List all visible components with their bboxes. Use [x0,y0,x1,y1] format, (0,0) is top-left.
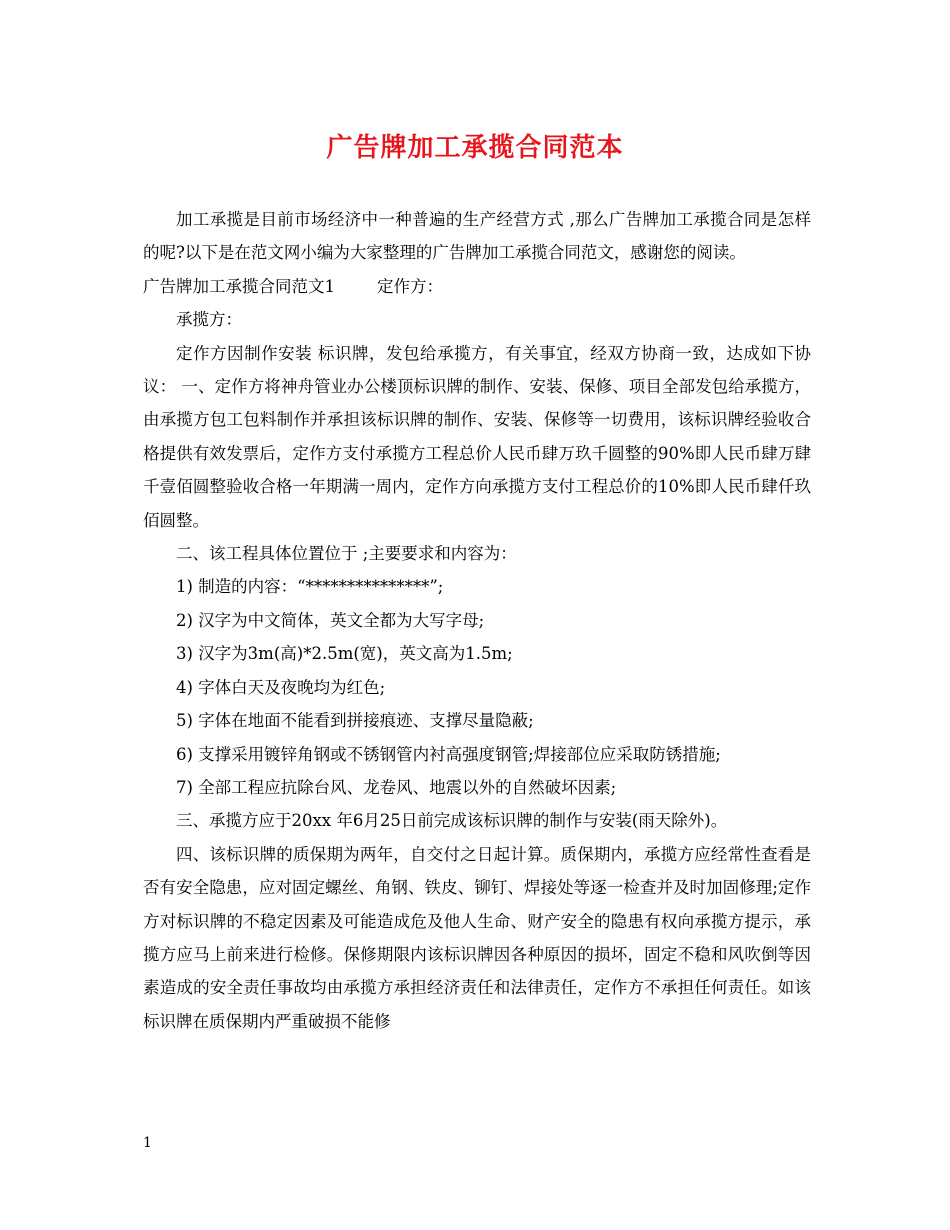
orderer-label: 定作方： [377,276,443,296]
sample-heading-line [143,270,811,303]
list-item: 6) 支撑采用镀锌角钢或不锈钢管内衬高强度钢管;焊接部位应采取防锈措施; [176,744,721,764]
list-item: 2) 汉字为中文简体，英文全都为大写字母; [176,610,485,630]
contractor-label: 承揽方： [176,310,242,330]
intro-paragraph: 加工承揽是目前市场经济中一种普遍的生产经营方式 ,那么广告牌加工承揽合同是怎样的呢?以下是在范文网小编为大家整理的广告牌加工承揽合同范文，感谢您的阅读。 [143,210,811,263]
list-item: 1) 制造的内容：“***************”; [176,577,444,597]
clause-intro-paragraph: 定作方因制作安装 标识牌，发包给承揽方，有关事宜，经双方协商一致，达成如下协议： 一、定作方将神舟管业办公楼顶标识牌的制作、安装、保修、项目全部发包给承揽方，由承揽方包工包料制作并承担该标识牌的制作、安装、保修等一切费用，该标识牌经验收合格提供有效发票后，定作方支付承揽方工程总价人民币肆万玖千圆整的90%即人民币肆万肆千壹佰圆整验收合格一年期满一周内，定作方向承揽方支付工程总价的10%即人民币肆仟玖佰圆整。 [143,343,811,530]
list-item: 3) 汉字为3m(高)*2.5m(宽)，英文高为1.5m; [176,644,513,664]
document-title: 广告牌加工承揽合同范本 [326,133,624,163]
list-item: 4) 字体白天及夜晚均为红色; [176,677,386,697]
clause-2-paragraph: 二、该工程具体位置位于 ;主要要求和内容为： [176,544,517,564]
clause-4-paragraph: 四、该标识牌的质保期为两年，自交付之日起计算。质保期内，承揽方应经常性查看是否有安全隐患，应对固定螺丝、角钢、铁皮、铆钉、焊接处等逐一检查并及时加固修理;定作方对标识牌的不稳定因素及可能造成危及他人生命、财产安全的隐患有权向承揽方提示，承揽方应马上前来进行检修。保修期限内该标识牌因各种原因的损坏，固定不稳和风吹倒等因素造成的安全责任事故均由承揽方承担经济责任和法律责任，定作方不承担任何责任。如该标识牌在质保期内严重破损不能修 [143,844,811,1031]
sample-heading: 广告牌加工承揽合同范文1 [143,276,335,296]
list-item: 5) 字体在地面不能看到拼接痕迹、支撑尽量隐蔽; [176,711,534,731]
list-item: 7) 全部工程应抗除台风、龙卷风、地震以外的自然破坏因素; [176,777,617,797]
page-number: 1 [143,1135,152,1151]
clause-3-paragraph: 三、承揽方应于20xx 年6月25日前完成该标识牌的制作与安装(雨天除外)。 [176,811,728,831]
document-body [143,203,811,1038]
